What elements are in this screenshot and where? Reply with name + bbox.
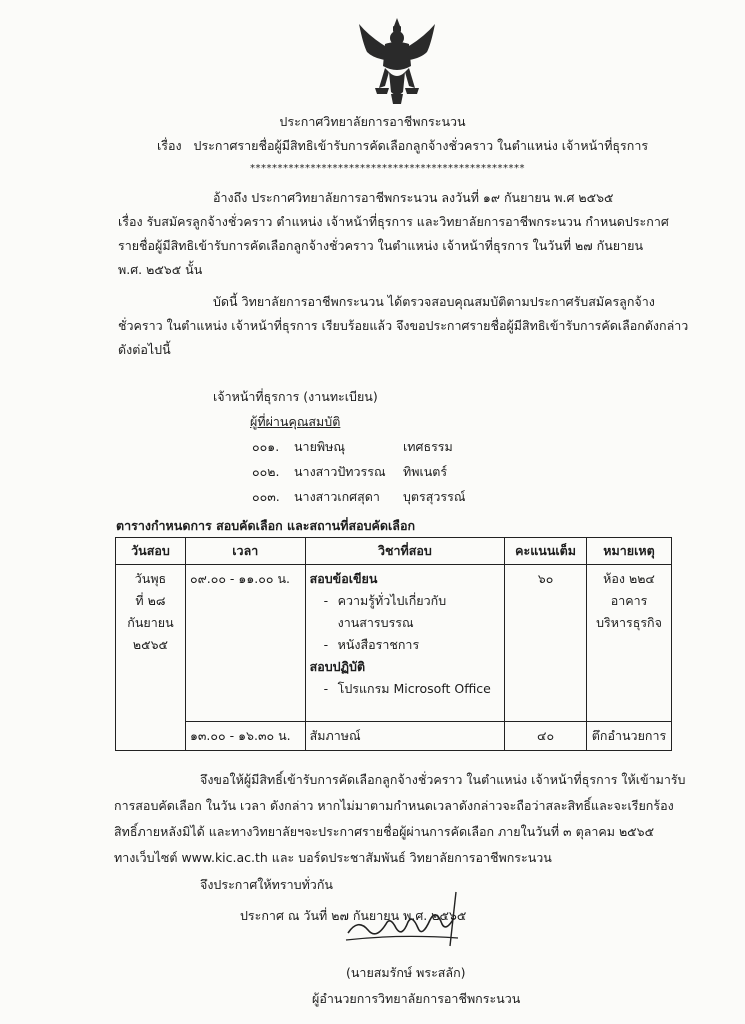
practical-item: - โปรแกรม Microsoft Office — [324, 678, 501, 700]
header-remarks: หมายเหตุ — [587, 538, 672, 565]
candidate-first-name: นางสาวเกศสุดา — [294, 489, 380, 504]
remarks-cell — [587, 565, 672, 722]
table-header-row — [116, 538, 672, 565]
paragraph3-line: จึงขอให้ผู้มีสิทธิ์เข้ารับการคัดเลือกลูกจ้างชั่วคราว ในตำแหน่ง เจ้าหน้าที่ธุรการ ให้เข้ามารับ — [200, 772, 686, 787]
score-cell: ๔๐ — [505, 722, 587, 751]
remark-line: บริหารธุรกิจ — [596, 615, 662, 630]
signature-icon — [338, 888, 478, 958]
score-cell: ๖๐ — [505, 565, 587, 722]
subject-prefix: เรื่อง — [157, 138, 182, 153]
paragraph3-line: ทางเว็บไซต์ www.kic.ac.th และ บอร์ดประชาสัมพันธ์ วิทยาลัยการอาชีพกระนวน — [114, 850, 552, 865]
written-exam-heading: สอบข้อเขียน — [309, 571, 378, 586]
paragraph2-line: ชั่วคราว ในตำแหน่ง เจ้าหน้าที่ธุรการ เรียบร้อยแล้ว จึงขอประกาศรายชื่อผู้มีสิทธิเข้ารับการคัดเลือกดังกล่าว — [118, 318, 689, 333]
remarks-cell: ตึกอำนวยการ — [587, 722, 672, 751]
written-item: - หนังสือราชการ — [324, 634, 501, 656]
written-item: - ความรู้ทั่วไปเกี่ยวกับ — [324, 590, 501, 612]
written-item-continued: งานสารบรรณ — [337, 615, 414, 630]
time-cell: ๐๙.๐๐ - ๑๑.๐๐ น. — [185, 565, 305, 722]
paragraph2-line: บัดนี้ วิทยาลัยการอาชีพกระนวน ได้ตรวจสอบคุณสมบัติตามประกาศรับสมัครลูกจ้าง — [213, 294, 655, 309]
remark-line: อาคาร — [610, 593, 648, 608]
exam-schedule-table — [115, 537, 672, 751]
table-row — [116, 565, 672, 722]
remark-line: ห้อง ๒๒๔ — [603, 571, 655, 586]
paragraph1-line: รายชื่อผู้มีสิทธิเข้ารับการคัดเลือกลูกจ้างชั่วคราว ในตำแหน่ง เจ้าหน้าที่ธุรการ ในวันที่ ๒๗ กันยายน — [118, 238, 643, 253]
announcement-date: ประกาศ ณ วันที่ ๒๗ กันยายน พ.ศ. ๒๕๖๕ — [240, 908, 467, 923]
candidate-first-name: นายพิษณุ — [294, 439, 345, 454]
subject-line — [157, 136, 648, 156]
candidate-last-name: เทศธรรม — [403, 439, 453, 454]
subject-text: ประกาศรายชื่อผู้มีสิทธิเข้ารับการคัดเลือกลูกจ้างชั่วคราว ในตำแหน่ง เจ้าหน้าที่ธุรการ — [193, 138, 649, 153]
closing-statement: จึงประกาศให้ทราบทั่วกัน — [200, 877, 333, 892]
exam-date-cell — [116, 565, 186, 751]
header-full-score: คะแนนเต็ม — [505, 538, 587, 565]
time-cell: ๑๓.๐๐ - ๑๖.๓๐ น. — [185, 722, 305, 751]
position-label: เจ้าหน้าที่ธุรการ (งานทะเบียน) — [213, 389, 378, 404]
paragraph2-line: ดังต่อไปนี้ — [118, 342, 171, 357]
paragraph1-line: พ.ศ. ๒๕๖๕ นั้น — [118, 262, 203, 277]
date-line: ที่ ๒๘ — [135, 593, 166, 608]
date-line: ๒๕๖๕ — [132, 637, 169, 652]
paragraph3-line: การสอบคัดเลือก ในวัน เวลา ดังกล่าว หากไม่มาตามกำหนดเวลาดังกล่าวจะถือว่าสละสิทธิ์และจะเรียกร้อง — [114, 798, 674, 813]
date-line: กันยายน — [127, 615, 174, 630]
subject-cell: สัมภาษณ์ — [305, 722, 505, 751]
document-org-title: ประกาศวิทยาลัยการอาชีพกระนวน — [279, 114, 466, 129]
candidate-last-name: บุตรสุวรรณ์ — [403, 489, 466, 504]
separator-stars: ************************************************** — [250, 163, 525, 174]
practical-exam-heading: สอบปฏิบัติ — [309, 659, 366, 674]
signer-title: ผู้อำนวยการวิทยาลัยการอาชีพกระนวน — [312, 991, 521, 1006]
table-row — [116, 722, 672, 751]
date-line: วันพุธ — [134, 571, 167, 586]
schedule-table-title: ตารางกำหนดการ สอบคัดเลือก และสถานที่สอบคัดเลือก — [116, 518, 416, 533]
header-exam-date: วันสอบ — [116, 538, 186, 565]
candidate-number: ๐๐๒. — [252, 464, 280, 479]
qualified-heading: ผู้ที่ผ่านคุณสมบัติ — [250, 414, 341, 429]
candidate-last-name: ทิพเนตร์ — [403, 464, 448, 479]
paragraph1-line: อ้างถึง ประกาศวิทยาลัยการอาชีพกระนวน ลงวันที่ ๑๙ กันยายน พ.ศ ๒๕๖๕ — [213, 190, 614, 205]
paragraph3-line: สิทธิ์ภายหลังมิได้ และทางวิทยาลัยฯจะประกาศรายชื่อผู้ผ่านการคัดเลือก ภายในวันที่ ๓ ตุลาคม ๒๕๖๕ — [114, 824, 655, 839]
paragraph1-line: เรื่อง รับสมัครลูกจ้างชั่วคราว ตำแหน่ง เจ้าหน้าที่ธุรการ และวิทยาลัยการอาชีพกระนวน กำหนดประกาศ — [118, 214, 669, 229]
candidate-number: ๐๐๑. — [252, 439, 280, 454]
header-subject: วิชาที่สอบ — [305, 538, 505, 565]
signer-name: (นายสมรักษ์ พระสลัก) — [346, 965, 466, 980]
candidate-first-name: นางสาวปัทวรรณ — [294, 464, 386, 479]
subject-cell — [305, 565, 505, 722]
header-time: เวลา — [185, 538, 305, 565]
candidate-number: ๐๐๓. — [252, 489, 280, 504]
garuda-emblem-icon — [355, 14, 439, 106]
